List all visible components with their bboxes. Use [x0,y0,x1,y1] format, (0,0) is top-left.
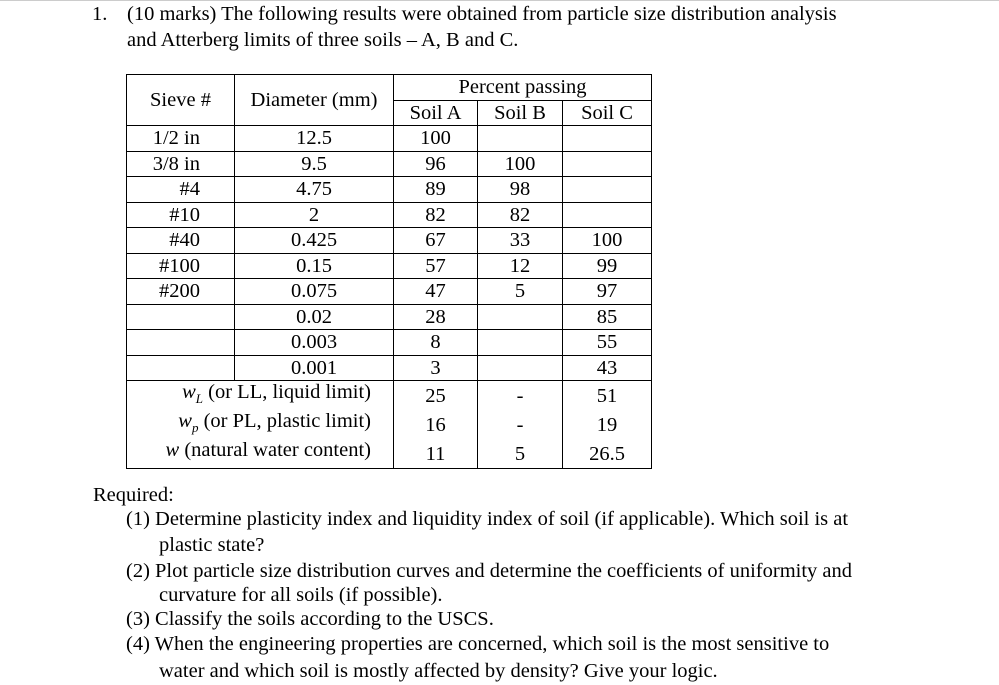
limit-row [127,381,652,411]
cell-c [563,151,652,177]
data-table [126,74,652,469]
cell-diameter: 0.001 [235,355,394,381]
table-row [127,177,652,203]
cell-a: 57 [394,253,478,279]
cell-sieve: #4 [127,177,235,203]
cell-sieve [127,355,235,381]
cell-diameter: 4.75 [235,177,394,203]
cell-sieve [127,330,235,356]
cell-a: 8 [394,330,478,356]
cell-sieve: #40 [127,228,235,254]
header-soil-a: Soil A [394,100,478,126]
cell-diameter: 0.15 [235,253,394,279]
required-item-3-line-1: (3) Classify the soils according to the USCS. [126,608,494,630]
table-row [127,151,652,177]
cell-b [478,330,563,356]
table-row [127,228,652,254]
cell-b: - [478,381,563,411]
top-divider [0,0,999,1]
cell-sieve: #10 [127,202,235,228]
cell-b: 98 [478,177,563,203]
required-item-2-line-1: (2) Plot particle size distribution curves and determine the coefficients of uniformity and [126,560,853,582]
cell-a: 96 [394,151,478,177]
cell-diameter: 12.5 [235,126,394,152]
cell-b [478,355,563,381]
cell-sieve: #200 [127,279,235,305]
cell-c: 51 [563,381,652,411]
header-soil-b: Soil B [478,100,563,126]
header-sieve: Sieve # [127,75,235,126]
cell-sieve [127,304,235,330]
cell-b: 5 [478,439,563,469]
cell-a: 82 [394,202,478,228]
limit-label: $w_p$ (or PL, plastic limit) [127,410,394,439]
cell-sieve: 3/8 in [127,151,235,177]
cell-b: 100 [478,151,563,177]
required-item-4-line-2: water and which soil is mostly affected by density? Give your logic. [159,660,718,682]
cell-c: 99 [563,253,652,279]
cell-c [563,126,652,152]
table-row [127,202,652,228]
cell-b: - [478,410,563,439]
cell-b: 5 [478,279,563,305]
cell-a: 25 [394,381,478,411]
header-percent-passing: Percent passing [394,75,652,101]
required-title: Required: [93,484,174,506]
cell-a: 11 [394,439,478,469]
required-item-1-line-1: (1) Determine plasticity index and liquidity index of soil (if applicable). Which soil is at [126,508,849,530]
required-item-4-line-1: (4) When the engineering properties are concerned, which soil is the most sensitive to [126,633,830,655]
cell-b [478,304,563,330]
table-row [127,279,652,305]
question-line-2: and Atterberg limits of three soils – A, B and C. [127,29,519,51]
limit-row [127,410,652,439]
cell-a: 3 [394,355,478,381]
limit-row [127,439,652,469]
cell-b: 12 [478,253,563,279]
cell-b: 82 [478,202,563,228]
cell-a: 89 [394,177,478,203]
cell-diameter: 0.075 [235,279,394,305]
cell-c: 97 [563,279,652,305]
cell-b: 33 [478,228,563,254]
cell-diameter: 0.003 [235,330,394,356]
limit-label: $w_L$ (or LL, liquid limit) [127,381,394,411]
cell-c: 85 [563,304,652,330]
cell-c: 43 [563,355,652,381]
table-row [127,253,652,279]
cell-diameter: 9.5 [235,151,394,177]
cell-c: 100 [563,228,652,254]
cell-a: 28 [394,304,478,330]
cell-diameter: 0.425 [235,228,394,254]
question-number: 1. [92,3,108,25]
table-row [127,304,652,330]
cell-c: 55 [563,330,652,356]
cell-a: 16 [394,410,478,439]
cell-sieve: 1/2 in [127,126,235,152]
header-soil-c: Soil C [563,100,652,126]
cell-sieve: #100 [127,253,235,279]
required-item-2-line-2: curvature for all soils (if possible). [159,584,443,606]
cell-diameter: 2 [235,202,394,228]
cell-a: 67 [394,228,478,254]
table-row [127,355,652,381]
header-diameter: Diameter (mm) [235,75,394,126]
cell-a: 100 [394,126,478,152]
question-line-1: (10 marks) The following results were obtained from particle size distribution analysis [127,3,837,25]
cell-b [478,126,563,152]
table-row [127,126,652,152]
cell-c [563,202,652,228]
cell-c [563,177,652,203]
cell-c: 19 [563,410,652,439]
limit-label: w (natural water content) [127,439,394,469]
table-row [127,330,652,356]
cell-diameter: 0.02 [235,304,394,330]
required-item-1-line-2: plastic state? [159,534,265,556]
cell-a: 47 [394,279,478,305]
cell-c: 26.5 [563,439,652,469]
